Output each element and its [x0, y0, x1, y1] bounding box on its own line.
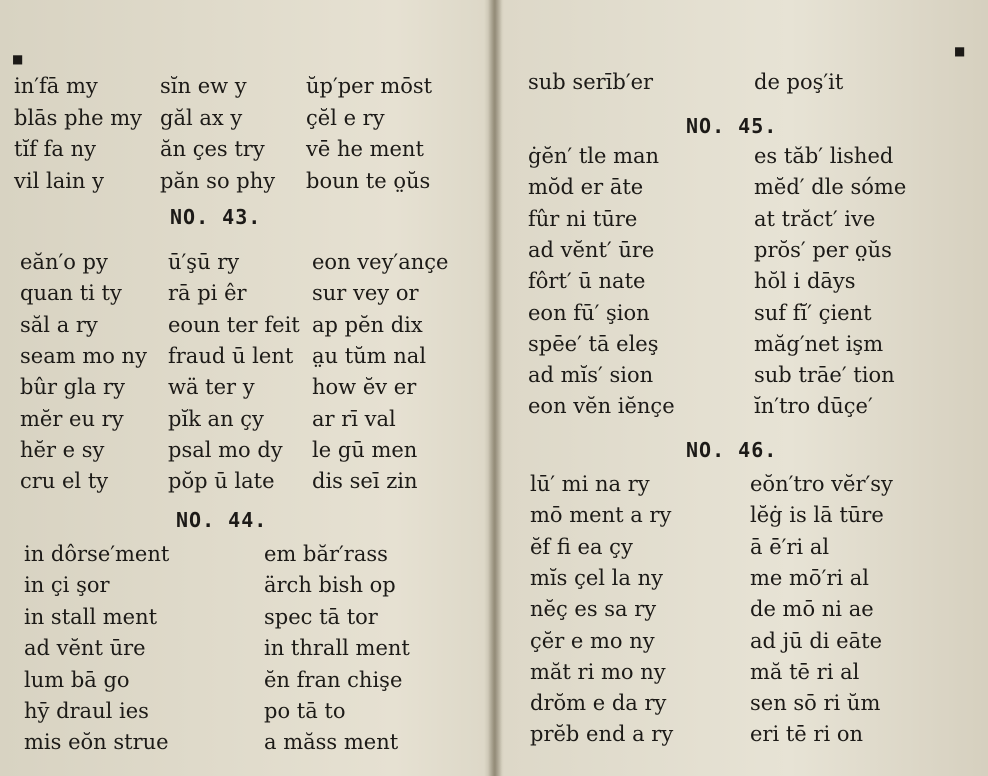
spelling-word: at trăct′ ive	[754, 206, 876, 231]
spelling-word: eon vey′ançe	[312, 250, 449, 274]
spelling-word: çĕl e ry	[306, 105, 385, 130]
spelling-word: in stall ment	[24, 604, 158, 629]
spelling-word: ā ē′ri al	[750, 534, 830, 559]
page-marker: ■	[954, 44, 966, 58]
spelling-word: dis seī zin	[312, 469, 418, 494]
spelling-word: po tā to	[264, 699, 346, 723]
spelling-word: rā pi êr	[168, 281, 247, 306]
spelling-word: cru el ty	[20, 469, 109, 494]
spelling-word: vē he ment	[306, 137, 424, 161]
spelling-word: eon vĕn iĕnçe	[528, 394, 675, 419]
lesson-heading-45: NO. 45.	[686, 114, 778, 138]
spelling-word: lū′ mi na ry	[530, 472, 650, 496]
right-page	[494, 0, 988, 776]
spelling-word: ĕn fran chişe	[264, 667, 403, 692]
spelling-word: eoun ter feit	[168, 312, 300, 337]
spelling-word: prĕb end a ry	[530, 722, 674, 747]
spelling-word: how ĕv er	[312, 375, 417, 400]
spelling-word: a̤u tŭm nal	[312, 343, 427, 368]
spelling-word: ad mĭs′ sion	[528, 363, 654, 388]
spelling-word: ad vĕnt′ ūre	[528, 237, 655, 262]
spelling-word: nĕç es sa ry	[530, 597, 657, 622]
spelling-word: ġĕn′ tle man	[528, 144, 660, 168]
spelling-word: găl ax y	[160, 105, 243, 130]
spelling-word: a măss ment	[264, 730, 399, 755]
spelling-word: hŏl i dāys	[754, 269, 856, 294]
spelling-word: spēe′ tā eleş	[528, 331, 659, 356]
spelling-word: păn so phy	[160, 168, 276, 193]
spelling-word: sĭn ew y	[160, 74, 247, 98]
spelling-word: sen sō ri ŭm	[750, 691, 881, 716]
spelling-word: seam mo ny	[20, 343, 147, 368]
spelling-word: de poş′it	[754, 70, 844, 94]
spelling-word: de mō ni ae	[750, 597, 874, 622]
spelling-word: vil lain y	[14, 168, 104, 193]
spelling-word: ap pĕn dix	[312, 312, 423, 337]
spelling-word: mĭs çel la ny	[530, 565, 663, 590]
spelling-word: ĕf fi ea çy	[530, 534, 633, 559]
page-marker: ■	[12, 52, 24, 66]
spelling-word: eŏn′tro vĕr′sy	[750, 472, 893, 496]
spelling-word: le gū men	[312, 437, 418, 462]
spelling-word: ŭp′per mōst	[306, 74, 433, 98]
spelling-word: çĕr e mo ny	[530, 628, 655, 653]
spelling-word: suf fĭ′ çient	[754, 300, 872, 325]
spelling-word: fôrt′ ū nate	[528, 269, 646, 294]
spelling-word: lum bā go	[24, 667, 130, 692]
spelling-word: sub trāe′ tion	[754, 363, 895, 388]
spelling-word: fûr ni tūre	[528, 206, 638, 231]
spelling-word: bûr gla ry	[20, 375, 125, 400]
spelling-word: blās phe my	[14, 105, 142, 130]
spelling-word: eăn′o py	[20, 250, 108, 274]
spelling-word: ĭn′tro dūçe′	[754, 394, 873, 419]
spelling-word: măg′net işm	[754, 331, 884, 356]
spelling-word: fraud ū lent	[168, 343, 294, 368]
spelling-word: ad vĕnt ūre	[24, 636, 146, 661]
spelling-word: hĕr e sy	[20, 437, 105, 462]
spelling-word: mĕd′ dle sóme	[754, 175, 907, 200]
spelling-word: ū′şū ry	[168, 250, 240, 274]
spelling-word: me mō′ri al	[750, 565, 870, 590]
spelling-word: hȳ draul ies	[24, 699, 149, 723]
spelling-word: săl a ry	[20, 312, 98, 337]
spelling-word: quan ti ty	[20, 281, 122, 306]
spelling-word: măt ri mo ny	[530, 659, 666, 684]
spelling-word: mĕr eu ry	[20, 406, 124, 431]
spelling-word: in thrall ment	[264, 636, 410, 661]
spelling-word: pŏp ū late	[168, 469, 275, 494]
lesson-heading-46: NO. 46.	[686, 438, 778, 462]
spelling-word: in dôrse′ment	[24, 542, 170, 566]
spelling-word: sub serīb′er	[528, 70, 654, 94]
spelling-word: in′fā my	[14, 74, 98, 98]
spelling-word: ad jū di eāte	[750, 628, 882, 653]
lesson-heading-44: NO. 44.	[176, 508, 268, 532]
spelling-word: mō ment a ry	[530, 503, 672, 528]
spelling-word: drŏm e da ry	[530, 691, 667, 716]
spelling-word: lĕġ is lā tūre	[750, 503, 884, 528]
spelling-word: eon fū′ şion	[528, 300, 650, 325]
spelling-word: ärch bish op	[264, 573, 396, 598]
lesson-heading-43: NO. 43.	[170, 205, 262, 229]
spelling-word: pĭk an çy	[168, 406, 264, 431]
spelling-word: spec tā tor	[264, 604, 378, 629]
spelling-word: psal mo dy	[168, 437, 283, 462]
spelling-word: eri tē ri on	[750, 722, 863, 747]
spelling-word: in çi şor	[24, 573, 110, 598]
spelling-word: mis eŏn strue	[24, 730, 169, 755]
spelling-word: ar rī val	[312, 406, 396, 431]
spelling-word: mă tē ri al	[750, 659, 860, 684]
spelling-word: ăn çes try	[160, 137, 265, 161]
spelling-word: tĭf fa ny	[14, 137, 96, 161]
spelling-word: sur vey or	[312, 281, 419, 306]
spelling-word: prŏs′ per o̤ŭs	[754, 237, 892, 262]
spelling-word: mŏd er āte	[528, 175, 644, 200]
spelling-word: wä ter y	[168, 375, 255, 400]
spelling-word: es tăb′ lished	[754, 144, 894, 168]
spelling-word: boun te o̤ŭs	[306, 168, 431, 193]
spelling-word: em băr′rass	[264, 542, 388, 566]
